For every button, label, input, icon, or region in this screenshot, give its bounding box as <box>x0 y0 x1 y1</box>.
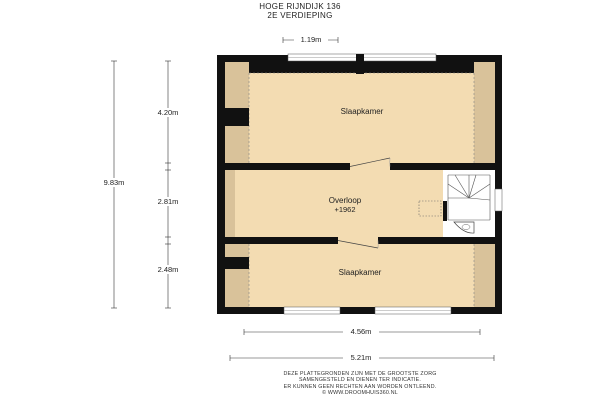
dim-room-bottom-label: 2.48m <box>157 265 179 274</box>
room-mid-code: +1962 <box>334 205 356 214</box>
stair-post <box>443 201 447 221</box>
dim-inner-width-label: 4.56m <box>350 327 372 336</box>
floor-label: 2E VERDIEPING <box>267 11 333 20</box>
disclaimer-line: SAMENGESTELD EN DIENEN TER INDICATIE. <box>299 377 421 384</box>
dim-total-height-label: 9.83m <box>103 178 125 187</box>
disclaimer-line: DEZE PLATTEGRONDEN ZIJN MET DE GROOTSTE ZORG <box>283 371 437 377</box>
roof-slope-left-bottom <box>225 244 249 307</box>
dim-outer-width-label: 5.21m <box>350 353 372 362</box>
chimney-block-bottom <box>225 257 249 269</box>
room-mid-label: Overloop <box>328 196 362 205</box>
chimney-block-top <box>225 108 249 126</box>
disclaimer <box>230 371 490 397</box>
dim-room-top-label: 4.20m <box>157 108 179 117</box>
room-bottom-label: Slaapkamer <box>338 268 382 277</box>
dim-room-mid-label: 2.81m <box>157 197 179 206</box>
room-top-label: Slaapkamer <box>340 107 384 116</box>
roof-slope-right-bottom <box>474 244 495 307</box>
roof-slope-left-mid <box>225 170 235 237</box>
window-right <box>495 189 502 211</box>
disclaimer-line: © WWW.DROOMHUIS360.NL <box>322 390 398 397</box>
roof-slope-right-top <box>474 62 495 163</box>
room-top-floor <box>249 73 474 163</box>
disclaimer-line: ER KUNNEN GEEN RECHTEN AAN WORDEN ONTLEEND. <box>283 383 437 390</box>
address-label: HOGE RIJNDIJK 136 <box>259 2 341 11</box>
dim-top-width-label: 1.19m <box>300 35 322 44</box>
